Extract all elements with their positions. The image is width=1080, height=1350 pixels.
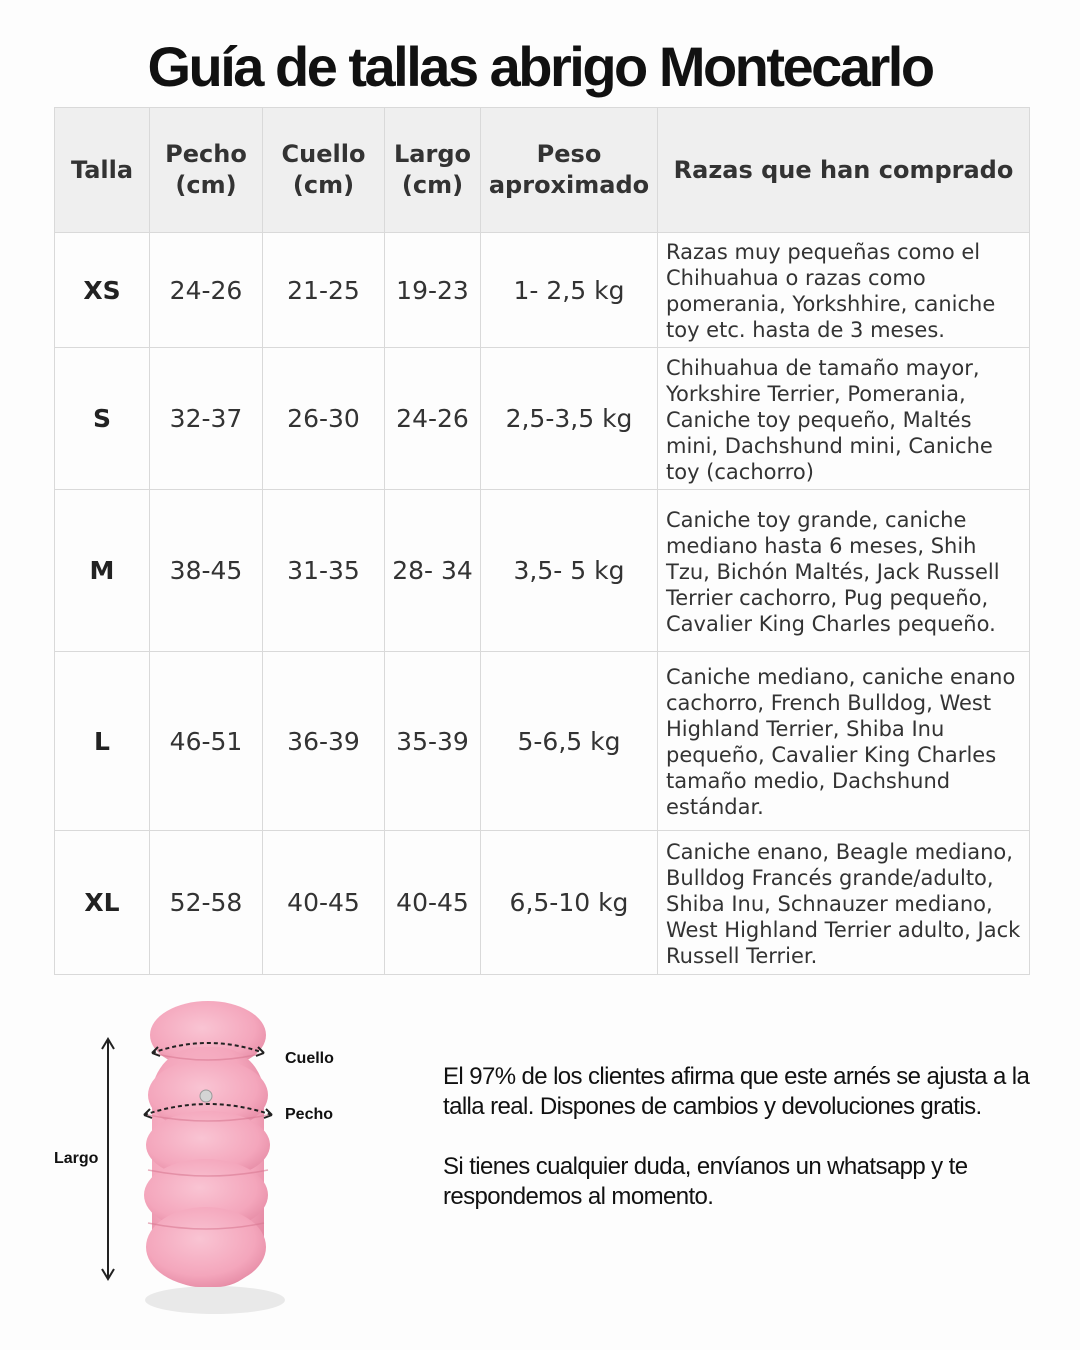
- neck-cell: 36-39: [263, 652, 385, 831]
- chest-cell: 32-37: [150, 348, 263, 490]
- breeds-cell: Caniche enano, Beagle mediano, Bulldog Francés grande/adulto, Shiba Inu, Schnauzer mediano, West Highland Terrier adulto, Jack Russell Terrier.: [658, 831, 1030, 975]
- chest-cell: 24-26: [150, 233, 263, 348]
- table-row: [55, 348, 1030, 490]
- length-cell: 28- 34: [385, 490, 481, 652]
- neck-cell: 31-35: [263, 490, 385, 652]
- neck-cell: 21-25: [263, 233, 385, 348]
- fit-guarantee-text: El 97% de los clientes afirma que este arnés se ajusta a la talla real. Dispones de cambios y devoluciones gratis.: [443, 1063, 1030, 1120]
- chest-cell: 38-45: [150, 490, 263, 652]
- weight-cell: 6,5-10 kg: [481, 831, 658, 975]
- breeds-cell: Caniche toy grande, caniche mediano hasta 6 meses, Shih Tzu, Bichón Maltés, Jack Russell Terrier cachorro, Pug pequeño, Cavalier King Charles pequeño.: [658, 490, 1030, 652]
- contact-text: Si tienes cualquier duda, envíanos un whatsapp y te respondemos al momento.: [443, 1153, 968, 1210]
- header-neck: Cuello (cm): [263, 108, 385, 233]
- chest-cell: 46-51: [150, 652, 263, 831]
- size-cell: XS: [55, 233, 150, 348]
- length-cell: 35-39: [385, 652, 481, 831]
- page-title: Guía de tallas abrigo Montecarlo: [147, 35, 933, 98]
- coat-measurement-diagram: [40, 995, 370, 1325]
- weight-cell: 2,5-3,5 kg: [481, 348, 658, 490]
- leash-ring-icon: [200, 1090, 212, 1102]
- size-cell: S: [55, 348, 150, 490]
- length-cell: 19-23: [385, 233, 481, 348]
- size-cell: XL: [55, 831, 150, 975]
- chest-cell: 52-58: [150, 831, 263, 975]
- length-label: Largo: [54, 1150, 99, 1167]
- fit-information: [443, 1062, 1043, 1212]
- neck-cell: 26-30: [263, 348, 385, 490]
- weight-cell: 1- 2,5 kg: [481, 233, 658, 348]
- breeds-cell: Caniche mediano, caniche enano cachorro, French Bulldog, West Highland Terrier, Shiba Inu pequeño, Cavalier King Charles tamaño medio, Dachshund estándar.: [658, 652, 1030, 831]
- header-weight: Peso aproximado: [481, 108, 658, 233]
- size-cell: L: [55, 652, 150, 831]
- size-table: [54, 107, 1030, 975]
- table-header-row: [55, 108, 1030, 233]
- header-chest: Pecho (cm): [150, 108, 263, 233]
- breeds-cell: Chihuahua de tamaño mayor, Yorkshire Terrier, Pomerania, Caniche toy pequeño, Maltés mini, Dachshund mini, Caniche toy (cachorro): [658, 348, 1030, 490]
- size-cell: M: [55, 490, 150, 652]
- weight-cell: 3,5- 5 kg: [481, 490, 658, 652]
- length-cell: 40-45: [385, 831, 481, 975]
- weight-cell: 5-6,5 kg: [481, 652, 658, 831]
- chest-label: Pecho: [285, 1106, 334, 1123]
- table-row: [55, 652, 1030, 831]
- header-length: Largo (cm): [385, 108, 481, 233]
- length-cell: 24-26: [385, 348, 481, 490]
- header-size: Talla: [55, 108, 150, 233]
- neck-cell: 40-45: [263, 831, 385, 975]
- table-row: [55, 490, 1030, 652]
- table-row: [55, 831, 1030, 975]
- table-row: [55, 233, 1030, 348]
- neck-label: Cuello: [285, 1050, 334, 1067]
- breeds-cell: Razas muy pequeñas como el Chihuahua o razas como pomerania, Yorkshhire, caniche toy etc. hasta de 3 meses.: [658, 233, 1030, 348]
- header-breeds: Razas que han comprado: [658, 108, 1030, 233]
